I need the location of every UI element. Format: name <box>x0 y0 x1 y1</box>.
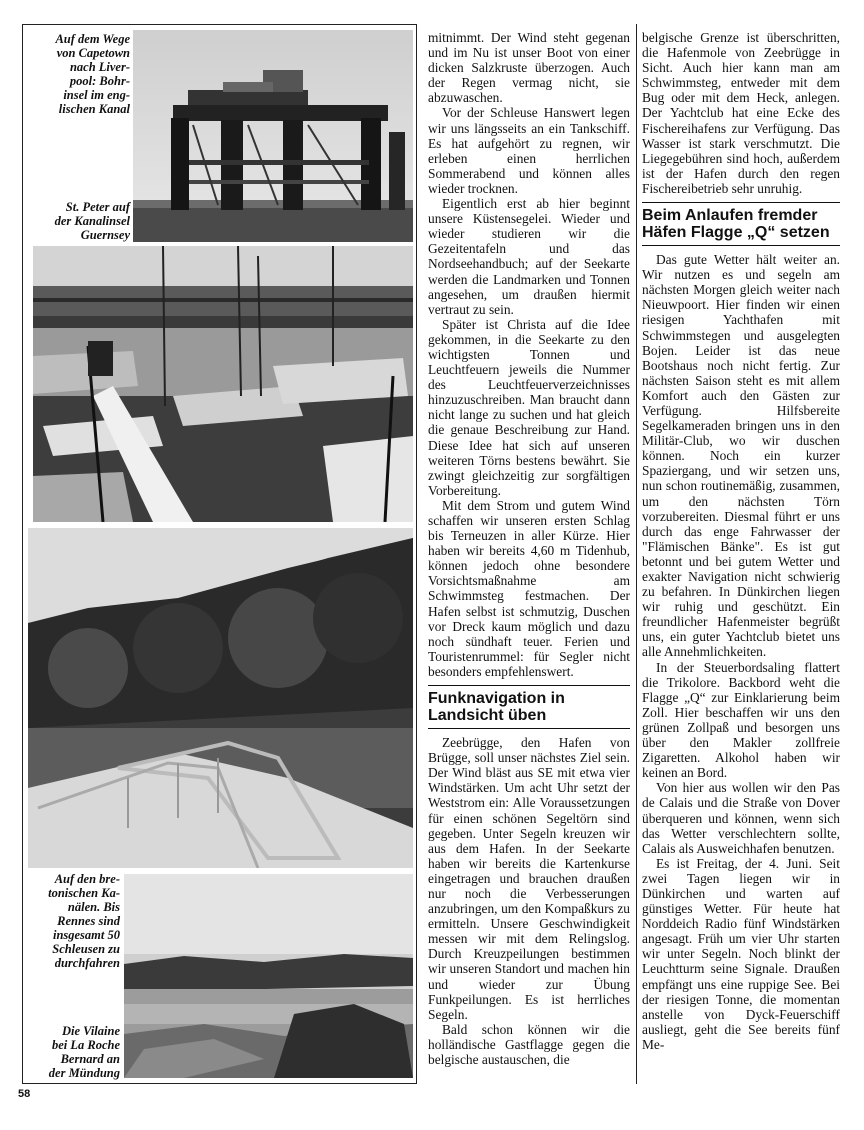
text-column-middle <box>428 30 630 1067</box>
text-column-right <box>642 30 840 1052</box>
paragraph: Zeebrügge, den Hafen von Brügge, soll unser nächstes Ziel sein. Der Wind bläst aus SE mit etwa vier Windstärken. Um acht Uhr setzt der Weststrom ein: Alle Voraussetzungen für einen schönen Segeltörn sind gegeben. Unter Segeln kreuzen wir aus dem Hafen. In der Seekarte haben wir bereits die Kartenkurse eingetragen und brauchen draußen nur noch die Verbesserungen anzubringen, um den Kompaßkurs zu ermitteln. Unsere Geschwindigkeit messen wir mit dem Relingslog. Durch Kreuzpeilungen bestimmen wir unseren Standort und machen hin und wieder zur Übung Funkpeilungen. Es ist herrliches Segeln. <box>428 735 630 1022</box>
paragraph: belgische Grenze ist überschritten, die Hafenmole von Zeebrügge in Sicht. Auch hier kann man am Schwimmsteg, entweder mit dem Bug oder mit dem Heck, anlegen. Der Yachtclub hat eine Ecke des Fischereihafens zur Verfügung. Das Wasser ist stark verschmutzt. Die Liegegebühren sind hoch, außerdem ist der Hafen durch den regen Fischereibetrieb sehr unruhig. <box>642 30 840 196</box>
photo-drilling-rig <box>133 30 413 242</box>
top-frame-rule <box>22 24 417 25</box>
paragraph: mitnimmt. Der Wind steht gegenan und im Nu ist unser Boot von einer dicken Salzkruste überzogen. Auch der Regen vermag nicht, sie abzuwaschen. <box>428 30 630 106</box>
photo-column-rule <box>416 24 417 1084</box>
paragraph: Es ist Freitag, der 4. Juni. Seit zwei Tagen liegen wir in Dünkirchen und warten auf günstiges Wetter. Für heute hat Norddeich Radio fünf Windstärken angesagt. Früh um vier Uhr starten wir unter Segeln. Noch blinkt der Leuchtturm seine Signale. Draußen empfängt uns eine ruppige See. Bei der riesigen Tonne, die momentan anstelle von Dyck-Feuerschiff ausliegt, geht die See bereits fünf Me- <box>642 855 840 1052</box>
photo-harbor-boats <box>33 246 413 522</box>
caption-st-peter: St. Peter auf der Kanalinsel Guernsey <box>54 200 130 242</box>
section-heading-flagge-q: Beim Anlaufen fremder Häfen Flagge „Q“ setzen <box>642 202 840 246</box>
caption-capetown: Auf dem Wege von Capetown nach Liver- pool: Bohr- insel im eng- lischen Kanal <box>55 32 130 116</box>
caption-kanaelen: Auf den bre- tonischen Ka- nälen. Bis Rennes sind insgesamt 50 Schleusen zu durchfahren <box>48 872 120 970</box>
paragraph: Das gute Wetter hält weiter an. Wir nutzen es und segeln am nächsten Morgen gleich weiter nach Nieuwpoort. Hier finden wir einen riesigen Yachthafen mit Schwimmstegen und ausgelegten Bojen. Leider ist das neue Bootshaus noch nicht fertig. Zur nächsten Saison steht es mit allem Komfort auch den Gästen zur Verfügung. Hilfsbereite Segelkameraden bringen uns in den Militär-Club, wo wir duschen können. Noch ein kurzer Spaziergang, und wir setzen uns, nun schon routinemäßig, zusammen, um den nächsten Törn vorzubereiten. Diesmal führt er uns durch das enge Fahrwasser der "Flämischen Bänke". Es ist gut betonnt und bei gutem Wetter und exakter Navigation nicht schwierig zu befahren. In Dünkirchen liegen wir ruhig und geschützt. Ein freundlicher Hafenmeister begrüßt uns, ein guter Yachtclub bietet uns alle Annehmlichkeiten. <box>642 252 840 660</box>
photo-canal-trees <box>28 528 413 868</box>
bottom-frame-rule <box>22 1083 417 1084</box>
caption-vilaine: Die Vilaine bei La Roche Bernard an der Mündung <box>48 1024 120 1080</box>
paragraph: Von hier aus wollen wir den Pas de Calais und die Straße von Dover überqueren und können, wenn sich das Wetter verschlechtern sollte, Calais als Ausweichhafen benutzen. <box>642 780 840 856</box>
paragraph: Eigentlich erst ab hier beginnt unsere Küstensegelei. Wieder und wieder studieren wir die Gezeitentafeln und das Nordseehandbuch; auf der Seekarte werden die Landmarken und Tonnen angesehen, um draußen hiermit vertraut zu sein. <box>428 196 630 317</box>
paragraph: In der Steuerbordsaling flattert die Trikolore. Backbord weht die Flagge „Q“ zur Einklarierung beim Zoll. Hier beschaffen wir uns den grünen Zollpaß und besorgen uns über den Makler zollfreie Zigaretten. Alkohol haben wir keinen an Bord. <box>642 659 840 781</box>
section-heading-funknavigation: Funknavigation in Landsicht üben <box>428 685 630 729</box>
left-frame-rule <box>22 24 23 1084</box>
text-column-divider <box>636 24 637 1084</box>
photo-vilaine-river <box>124 874 413 1078</box>
paragraph: Später ist Christa auf die Idee gekommen, in die Seekarte zu den wichtigsten Tonnen und Leuchtfeuern jeweils die Nummer des Leuchtfeuerverzeichnisses hinzuzuschreiben. Man braucht dann nicht lange zu suchen und hat gleich die genaue Beschreibung zur Hand. Diese Idee hat sich auf unseren weiteren Törns bestens bewährt. Sie zwingt gleichzeitig zur sorgfältigen Vorbereitung. <box>428 316 630 498</box>
page-number: 58 <box>18 1088 31 1100</box>
paragraph: Bald schon können wir die holländische Gastflagge gegen die belgische austauschen, die <box>428 1021 630 1067</box>
paragraph: Mit dem Strom und gutem Wind schaffen wir unseren ersten Schlag bis Terneuzen in aller Kürze. Hier haben wir bereits 4,60 m Tidenhub, können jedoch ohne besondere Vorsichtsmaßnahme am Schwimmsteg festmachen. Der Hafen selbst ist schmutzig, Duschen vor Dreck kaum möglich und dazu noch sündhaft teuer. Ferien und Touristenrummel: für Segler nicht besonders empfehlenswert. <box>428 497 630 679</box>
paragraph: Vor der Schleuse Hanswert legen wir uns längsseits an ein Tankschiff. Es hat aufgehört zu regnen, wir erleben einen herrlichen Sommerabend und können alles wieder trocknen. <box>428 105 630 196</box>
